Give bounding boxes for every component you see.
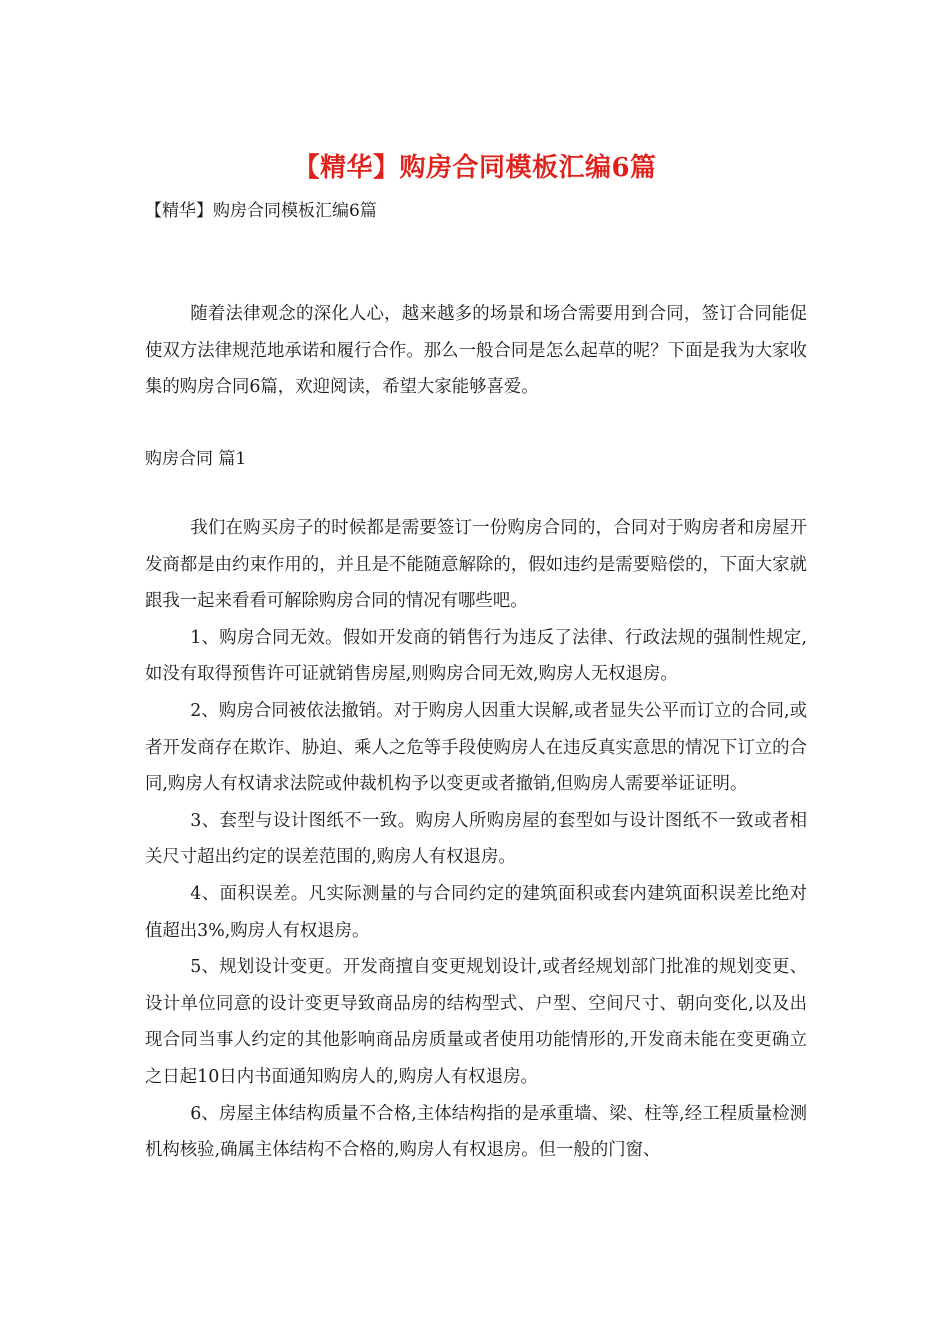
intro-paragraph: 随着法律观念的深化人心，越来越多的场景和场合需要用到合同，签订合同能促使双方法律规范地承诺和履行合作。那么一般合同是怎么起草的呢？下面是我为大家收集的购房合同6篇，欢迎阅读，希望大家能够喜爱。 — [145, 304, 807, 398]
paragraph-item-4: 4、面积误差。凡实际测量的与合同约定的建筑面积或套内建筑面积误差比绝对值超出3%,购房人有权退房。 — [145, 883, 807, 941]
section-heading: 购房合同 篇1 — [145, 449, 247, 469]
section-body — [145, 510, 807, 1169]
paragraph-item-6: 6、房屋主体结构质量不合格,主体结构指的是承重墙、梁、柱等,经工程质量检测机构核验,确属主体结构不合格的,购房人有权退房。但一般的门窗、 — [145, 1103, 807, 1161]
paragraph-overview: 我们在购买房子的时候都是需要签订一份购房合同的，合同对于购房者和房屋开发商都是由约束作用的，并且是不能随意解除的，假如违约是需要赔偿的，下面大家就跟我一起来看看可解除购房合同的情况有哪些吧。 — [145, 518, 807, 612]
paragraph-item-5: 5、规划设计变更。开发商擅自变更规划设计,或者经规划部门批准的规划变更、设计单位同意的设计变更导致商品房的结构型式、户型、空间尺寸、朝向变化,以及出现合同当事人约定的其他影响商品房质量或者使用功能情形的,开发商未能在变更确立之日起10日内书面通知购房人的,购房人有权退房。 — [145, 957, 807, 1087]
document-subtitle: 【精华】购房合同模板汇编6篇 — [145, 201, 377, 221]
paragraph-item-3: 3、套型与设计图纸不一致。购房人所购房屋的套型如与设计图纸不一致或者相关尺寸超出约定的误差范围的,购房人有权退房。 — [145, 810, 807, 868]
paragraph-item-1: 1、购房合同无效。假如开发商的销售行为违反了法律、行政法规的强制性规定,如没有取得预售许可证就销售房屋,则购房合同无效,购房人无权退房。 — [145, 627, 807, 685]
document-title: 【精华】购房合同模板汇编6篇 — [293, 153, 657, 183]
paragraph-item-2: 2、购房合同被依法撤销。对于购房人因重大误解,或者显失公平而订立的合同,或者开发商存在欺诈、胁迫、乘人之危等手段使购房人在违反真实意思的情况下订立的合同,购房人有权请求法院或仲裁机构予以变更或者撤销,但购房人需要举证证明。 — [145, 700, 807, 795]
